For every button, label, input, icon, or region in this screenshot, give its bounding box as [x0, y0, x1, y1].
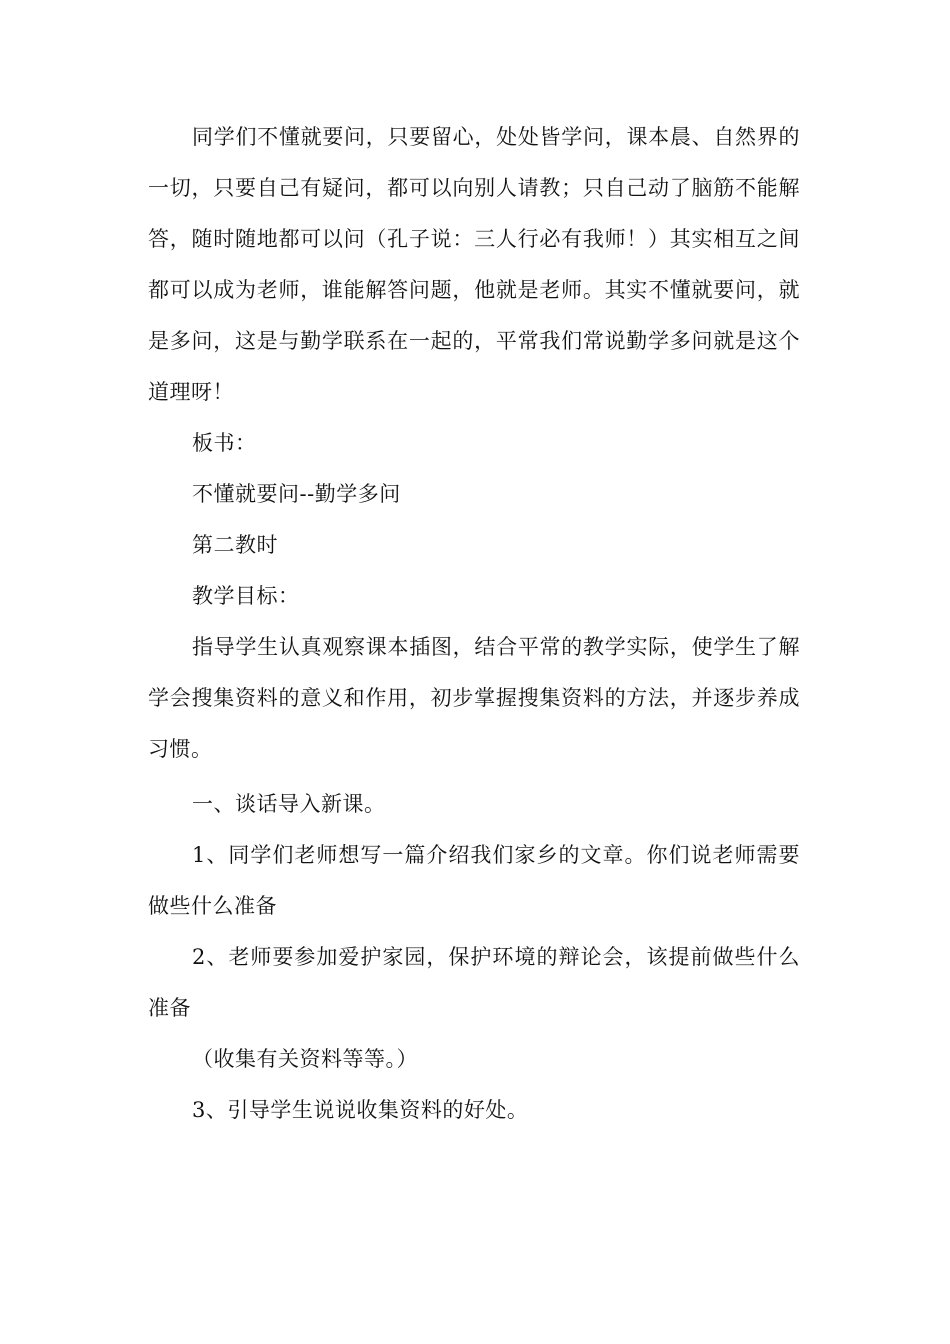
paragraph-goals-label: 教学目标： — [192, 584, 300, 608]
paragraph-board-label: 板书： — [192, 431, 257, 455]
paragraph-lesson-heading: 第二教时 — [192, 533, 278, 557]
paragraph-item-2: 2、老师要参加爱护家园，保护环境的辩论会，该提前做些什么准备 — [148, 945, 800, 1020]
paragraph-section-one: 一、谈话导入新课。 — [192, 792, 386, 816]
paragraph-answer: （收集有关资料等等。） — [192, 1047, 418, 1071]
paragraph-item-1: 1、同学们老师想写一篇介绍我们家乡的文章。你们说老师需要做些什么准备 — [148, 843, 800, 918]
document-body — [148, 112, 800, 1136]
paragraph-item-3: 3、引导学生说说收集资料的好处。 — [192, 1098, 529, 1122]
paragraph-intro: 同学们不懂就要问，只要留心，处处皆学问，课本晨、自然界的一切，只要自己有疑问，都可以向别人请教；只自己动了脑筋不能解答，随时随地都可以问（孔子说：三人行必有我师！）其实相互之间都可以成为老师，谁能解答问题，他就是老师。其实不懂就要问，就是多问，这是与勤学联系在一起的，平常我们常说勤学多问就是这个道理呀！ — [148, 125, 800, 404]
paragraph-goals-text: 指导学生认真观察课本插图，结合平常的教学实际，使学生了解学会搜集资料的意义和作用，初步掌握搜集资料的方法，并逐步养成习惯。 — [148, 635, 800, 761]
paragraph-board-content: 不懂就要问--勤学多问 — [192, 482, 401, 506]
